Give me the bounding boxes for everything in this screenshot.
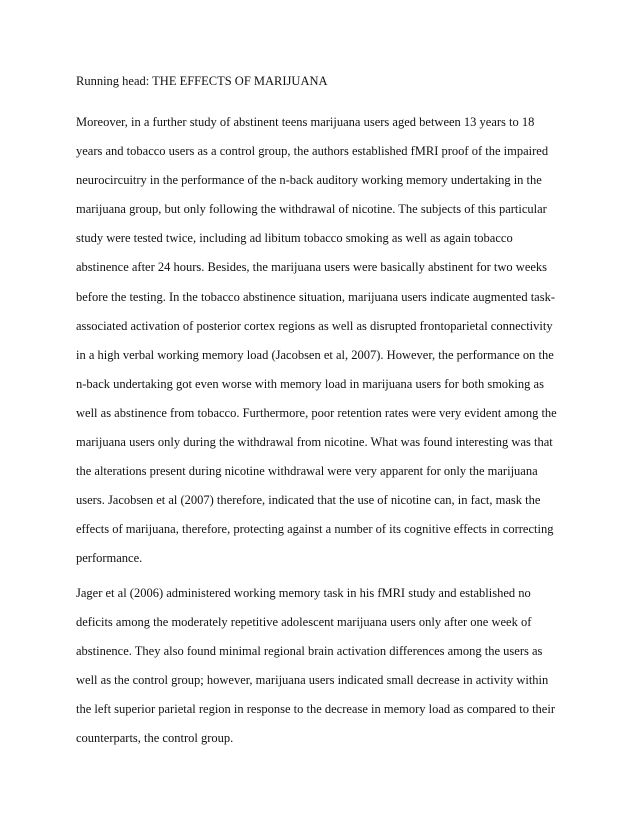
text-line: Jager et al (2006) administered working memory task in his fMRI study and established no bbox=[76, 586, 531, 600]
text-line: in a high verbal working memory load (Jacobsen et al, 2007). However, the performance on the bbox=[76, 347, 554, 362]
text-line: before the testing. In the tobacco abstinence situation, marijuana users indicate augmented task- bbox=[76, 289, 555, 304]
text-line: marijuana group, but only following the withdrawal of nicotine. The subjects of this particular bbox=[76, 202, 547, 217]
text-line: years and tobacco users as a control group, the authors established fMRI proof of the impaired bbox=[76, 144, 549, 159]
text-line: the left superior parietal region in response to the decrease in memory load as compared to their bbox=[76, 702, 555, 717]
text-line: users. Jacobsen et al (2007) therefore, indicated that the use of nicotine can, in fact, mask the bbox=[76, 493, 541, 508]
text-line: counterparts, the control group. bbox=[76, 731, 234, 746]
text-line: study were tested twice, including ad libitum tobacco smoking as well as again tobacco bbox=[76, 231, 513, 246]
text-line: abstinence. They also found minimal regional brain activation differences among the users as bbox=[76, 644, 543, 659]
text-line: well as abstinence from tobacco. Furthermore, poor retention rates were very evident among the bbox=[76, 405, 557, 420]
text-line: performance. bbox=[76, 551, 143, 566]
text-line: Moreover, in a further study of abstinent teens marijuana users aged between 13 years to 18 bbox=[76, 115, 535, 129]
text-line: deficits among the moderately repetitive adolescent marijuana users only after one week of bbox=[76, 615, 532, 630]
text-line: neurocircuitry in the performance of the n-back auditory working memory undertaking in the bbox=[76, 173, 542, 188]
text-line: marijuana users only during the withdrawal from nicotine. What was found interesting was that bbox=[76, 435, 553, 450]
text-line: n-back undertaking got even worse with memory load in marijuana users for both smoking as bbox=[76, 376, 544, 391]
text-line: effects of marijuana, therefore, protecting against a number of its cognitive effects in correcting bbox=[76, 522, 554, 537]
text-line: associated activation of posterior cortex regions as well as disrupted frontoparietal connectivity bbox=[76, 318, 553, 333]
text-line: abstinence after 24 hours. Besides, the marijuana users were basically abstinent for two weeks bbox=[76, 260, 548, 275]
paragraph-2 bbox=[76, 585, 576, 760]
paragraph-1 bbox=[76, 114, 576, 580]
text-line: well as the control group; however, marijuana users indicated small decrease in activity within bbox=[76, 673, 549, 688]
running-head: Running head: THE EFFECTS OF MARIJUANA bbox=[76, 74, 328, 88]
text-line: the alterations present during nicotine withdrawal were very apparent for only the marijuana bbox=[76, 464, 538, 479]
